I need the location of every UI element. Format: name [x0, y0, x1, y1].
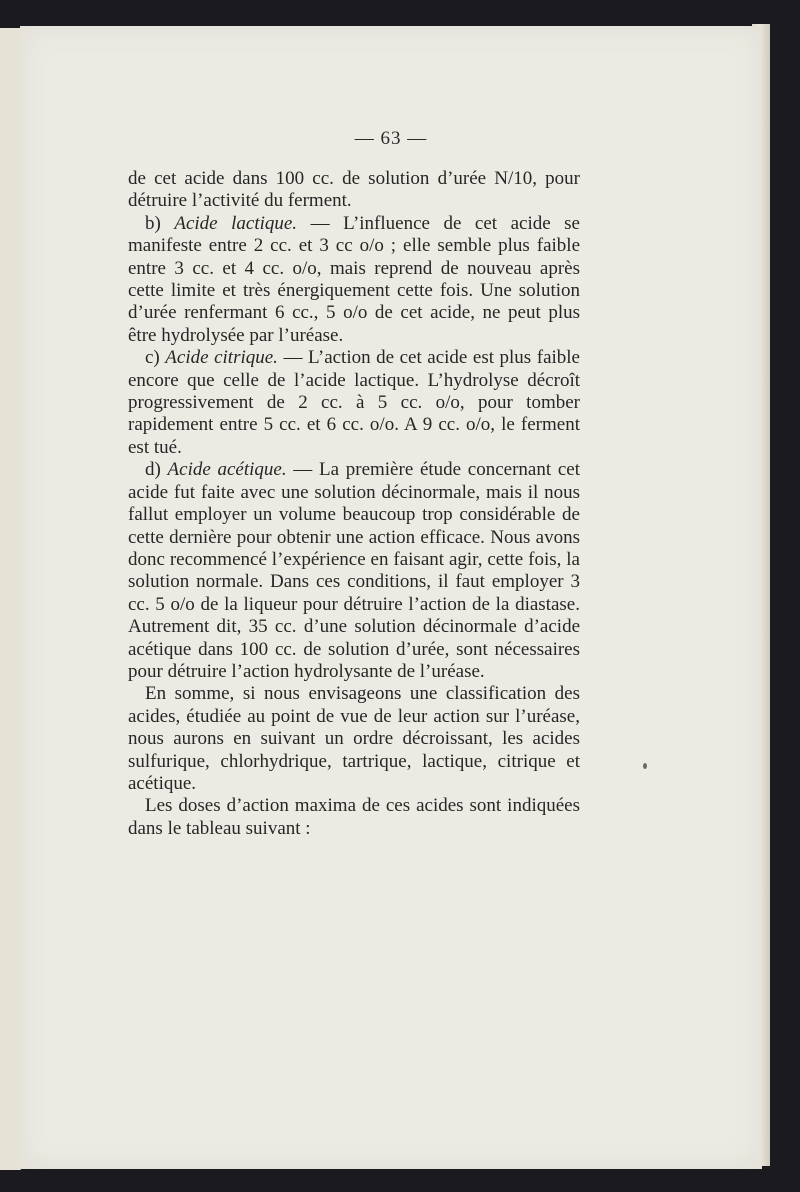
- paragraph-continuation: [128, 168, 580, 213]
- paragraph-text: En somme, si nous envisageons une classification des acides, étudiée au point de vue de leur action sur l’uréase, nous aurons en suivant un ordre décroissant, les acides sulfurique, chlorhydrique, tartrique, lactique, citrique et acétique.: [128, 683, 580, 794]
- paragraph-text: de cet acide dans 100 cc. de solution d’urée N/10, pour détruire l’activité du ferment.: [128, 168, 580, 212]
- body-text: [128, 168, 580, 840]
- previous-page-edge: [0, 28, 21, 1170]
- paragraph-summary: [128, 683, 580, 795]
- paragraph-text: — La première étude concernant cet acide fut faite avec une solution décinormale, mais il nous fallut employer un volume beaucoup trop considérable de cette dernière pour obtenir une action efficace. Nous avons donc recommencé l’expérience en faisant agir, cette fois, la solution normale. Dans ces conditions, il faut employer 3 cc. 5 o/o de la liqueur pour détruire l’action de la diastase. Autrement dit, 35 cc. d’une solution décinormale d’acide acétique dans 100 cc. de solution d’urée, sont nécessaires pour détruire l’action hydrolysante de l’uréase.: [128, 459, 580, 682]
- paragraph-table-intro: [128, 795, 580, 840]
- book-page: [20, 26, 762, 1169]
- paragraph-acetic-acid: [128, 459, 580, 683]
- paragraph-heading: Acide citrique.: [165, 347, 278, 369]
- ink-spot: [643, 763, 647, 769]
- paragraph-text: Les doses d’action maxima de ces acides sont indiquées dans le tableau suivant :: [128, 795, 580, 839]
- paragraph-text: — L’action de cet acide est plus faible encore que celle de l’acide lactique. L’hydrolyse décroît progressivement de 2 cc. à 5 cc. o/o, pour tomber rapidement entre 5 cc. et 6 cc. o/o. A 9 cc. o/o, le ferment est tué.: [128, 347, 580, 458]
- page-number: — 63 —: [354, 128, 428, 149]
- paragraph-marker: c): [145, 347, 166, 369]
- paragraph-citric-acid: [128, 347, 580, 459]
- paragraph-heading: Acide acétique.: [167, 459, 287, 481]
- paragraph-text: — L’influence de cet acide se manifeste entre 2 cc. et 3 cc o/o ; elle semble plus faible entre 3 cc. et 4 cc. o/o, mais reprend de nouveau après cette limite et très énergiquement cette fois. Une solution d’urée renfermant 6 cc., 5 o/o de cet acide, ne peut plus être hydrolysée par l’uréase.: [128, 212, 580, 346]
- paragraph-marker: d): [145, 459, 168, 481]
- paragraph-lactic-acid: [128, 213, 580, 347]
- paragraph-marker: b): [145, 212, 175, 234]
- paragraph-heading: Acide lactique.: [174, 212, 298, 234]
